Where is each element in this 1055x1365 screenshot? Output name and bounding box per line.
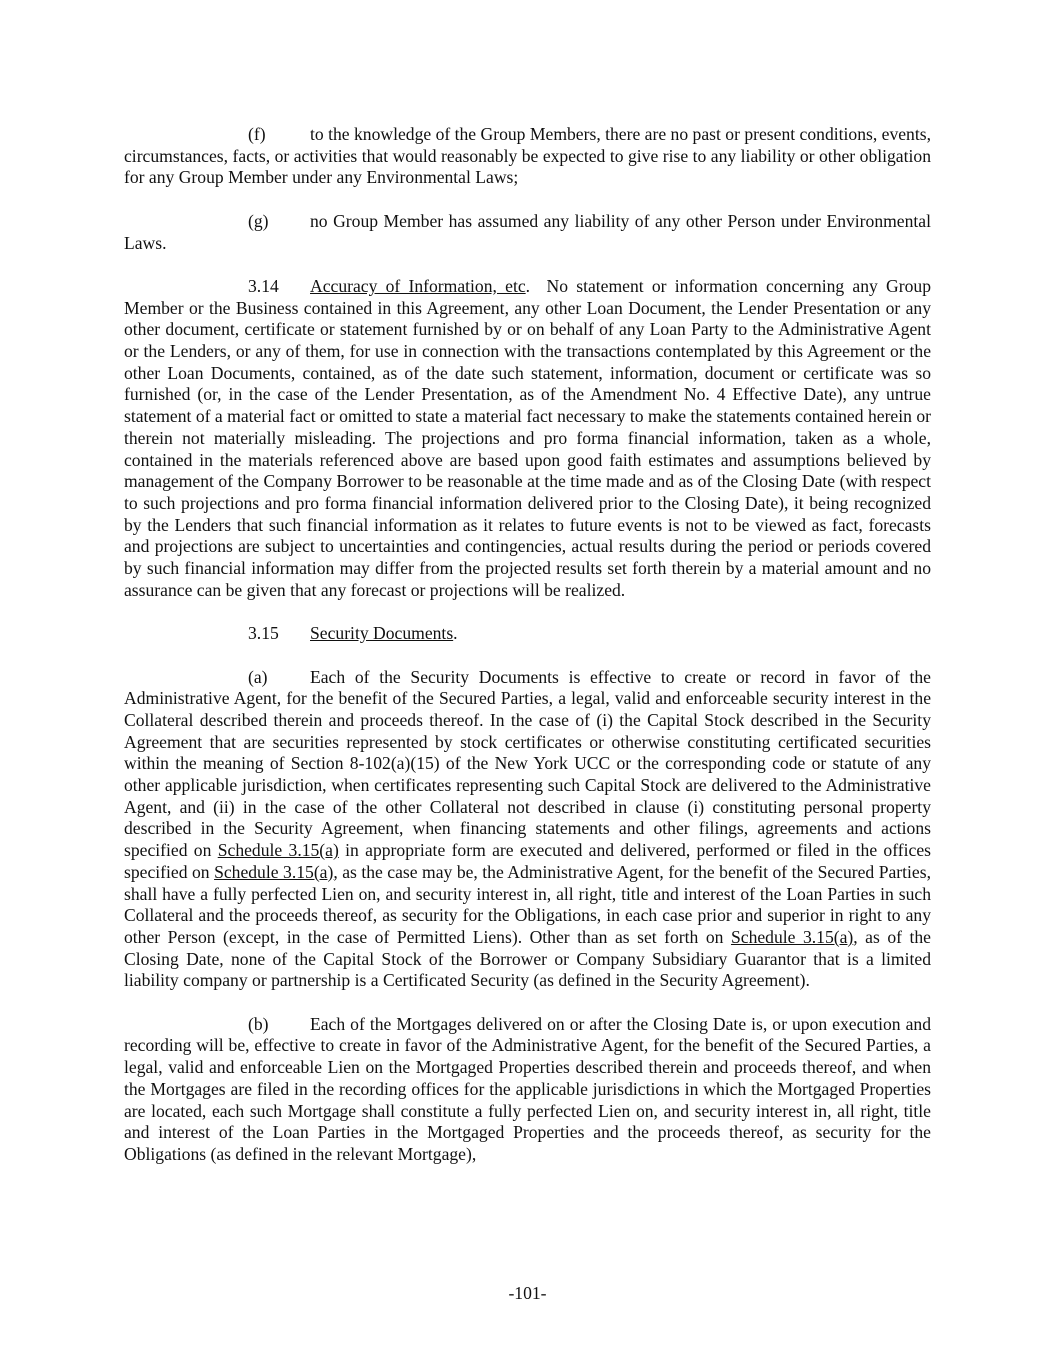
schedule-reference-1: Schedule 3.15(a) (217, 840, 339, 861)
section-3-15 (124, 623, 931, 645)
paragraph-b (124, 1014, 931, 1166)
section-3-15-heading-end: . (453, 623, 458, 644)
page-number: -101- (508, 1283, 547, 1303)
paragraph-b-label: (b) (248, 1013, 269, 1034)
paragraph-a-label: (a) (248, 666, 268, 687)
paragraph-f (124, 124, 931, 189)
section-3-14-number: 3.14 (248, 275, 279, 296)
document-body (124, 124, 931, 1187)
paragraph-g-label: (g) (248, 210, 269, 231)
section-3-15-number: 3.15 (248, 623, 279, 644)
section-3-14-heading: Accuracy of Information, etc (310, 275, 526, 296)
section-3-14-text: No statement or information concerning any Group Member or the Business contained in this Agreement, any other Loan Document, the Lender Presentation or any other document, certificate or statement furnished by or on behalf of any Loan Party to the Administrative Agent or the Lenders, or any of them, for use in connection with the transactions contemplated by this Agreement or the other Loan Documents, contained, as of the date such statement, information, document or certificate was so furnished (or, in the case of the Lender Presentation, as of the Amendment No. 4 Effective Date), any untrue statement of a material fact or omitted to state a material fact necessary to make the statements contained herein or therein not materially misleading. The projections and pro forma financial information, taken as a whole, contained in the materials referenced above are based upon good faith estimates and assumptions believed by management of the Company Borrower to be reasonable at the time made and as of the Closing Date (with respect to such projections and pro forma financial information delivered prior to the Closing Date), it being recognized by the Lenders that such financial information as it relates to future events is not to be viewed as fact, forecasts and projections are subject to uncertainties and contingencies, actual results during the period or periods covered by such financial information may differ from the projected results set forth therein by a material amount and no assurance can be given that any forecast or projections will be realized. (124, 275, 931, 600)
paragraph-a-text-2: in appropriate form are executed and delivered, performed or filed in the offices specified on (124, 840, 931, 882)
schedule-reference-2: Schedule 3.15(a) (214, 861, 334, 882)
paragraph-a-text-3: , as the case may be, the Administrative Agent, for the benefit of the Secured Parties, shall have a fully perfected Lien on, and security interest in, all right, title and interest of the Loan Parties in such Collateral and the proceeds thereof, as security for the Obligations, in each case prior and superior in right to any other Person (except, in the case of Permitted Liens). Other than as set forth on (124, 861, 931, 947)
paragraph-b-text: Each of the Mortgages delivered on or after the Closing Date is, or upon execution and recording will be, effective to create in favor of the Administrative Agent, for the benefit of the Secured Parties, a legal, valid and enforceable Lien on the Mortgaged Properties described therein and proceeds thereof, and when the Mortgages are filed in the recording offices for the applicable jurisdictions in which the Mortgaged Properties are located, each such Mortgage shall constitute a fully perfected Lien on, and security interest in, all right, title and interest of the Loan Parties in the Mortgaged Properties and the proceeds thereof, as security for the Obligations (as defined in the relevant Mortgage), (124, 1013, 931, 1164)
paragraph-g (124, 211, 931, 254)
section-3-14-heading-end: . (525, 275, 531, 296)
paragraph-f-label: (f) (248, 124, 266, 144)
schedule-reference-3: Schedule 3.15(a) (730, 926, 854, 947)
paragraph-f-text: to the knowledge of the Group Members, there are no past or present conditions, events, circumstances, facts, or activities that would reasonably be expected to give rise to any liability or other obligation for any Group Member under any Environmental Laws; (124, 124, 931, 188)
paragraph-a (124, 667, 931, 993)
section-3-14 (124, 276, 931, 602)
paragraph-a-text-1: Each of the Security Documents is effective to create or record in favor of the Administrative Agent, for the benefit of the Secured Parties, a legal, valid and enforceable security interest in the Collateral described therein and proceeds thereof. In the case of (i) the Capital Stock described in the Security Agreement that are securities represented by stock certificates or otherwise constituting certificated securities within the meaning of Section 8-102(a)(15) of the New York UCC or the corresponding code or statute of any other applicable jurisdiction, when certificates representing such Capital Stock are delivered to the Administrative Agent, and (ii) in the case of the other Collateral not described in clause (i) constituting personal property described in the Security Agreement, when financing statements and other filings, agreements and actions specified on (124, 666, 931, 861)
paragraph-g-text: no Group Member has assumed any liability of any other Person under Environmental Laws. (124, 210, 931, 253)
paragraph-a-text-4: , as of the Closing Date, none of the Capital Stock of the Borrower or Company Subsidiary Guarantor that is a limited liability company or partnership is a Certificated Security (as defined in the Security Agreement). (124, 926, 931, 991)
section-3-15-heading: Security Documents (310, 623, 454, 644)
